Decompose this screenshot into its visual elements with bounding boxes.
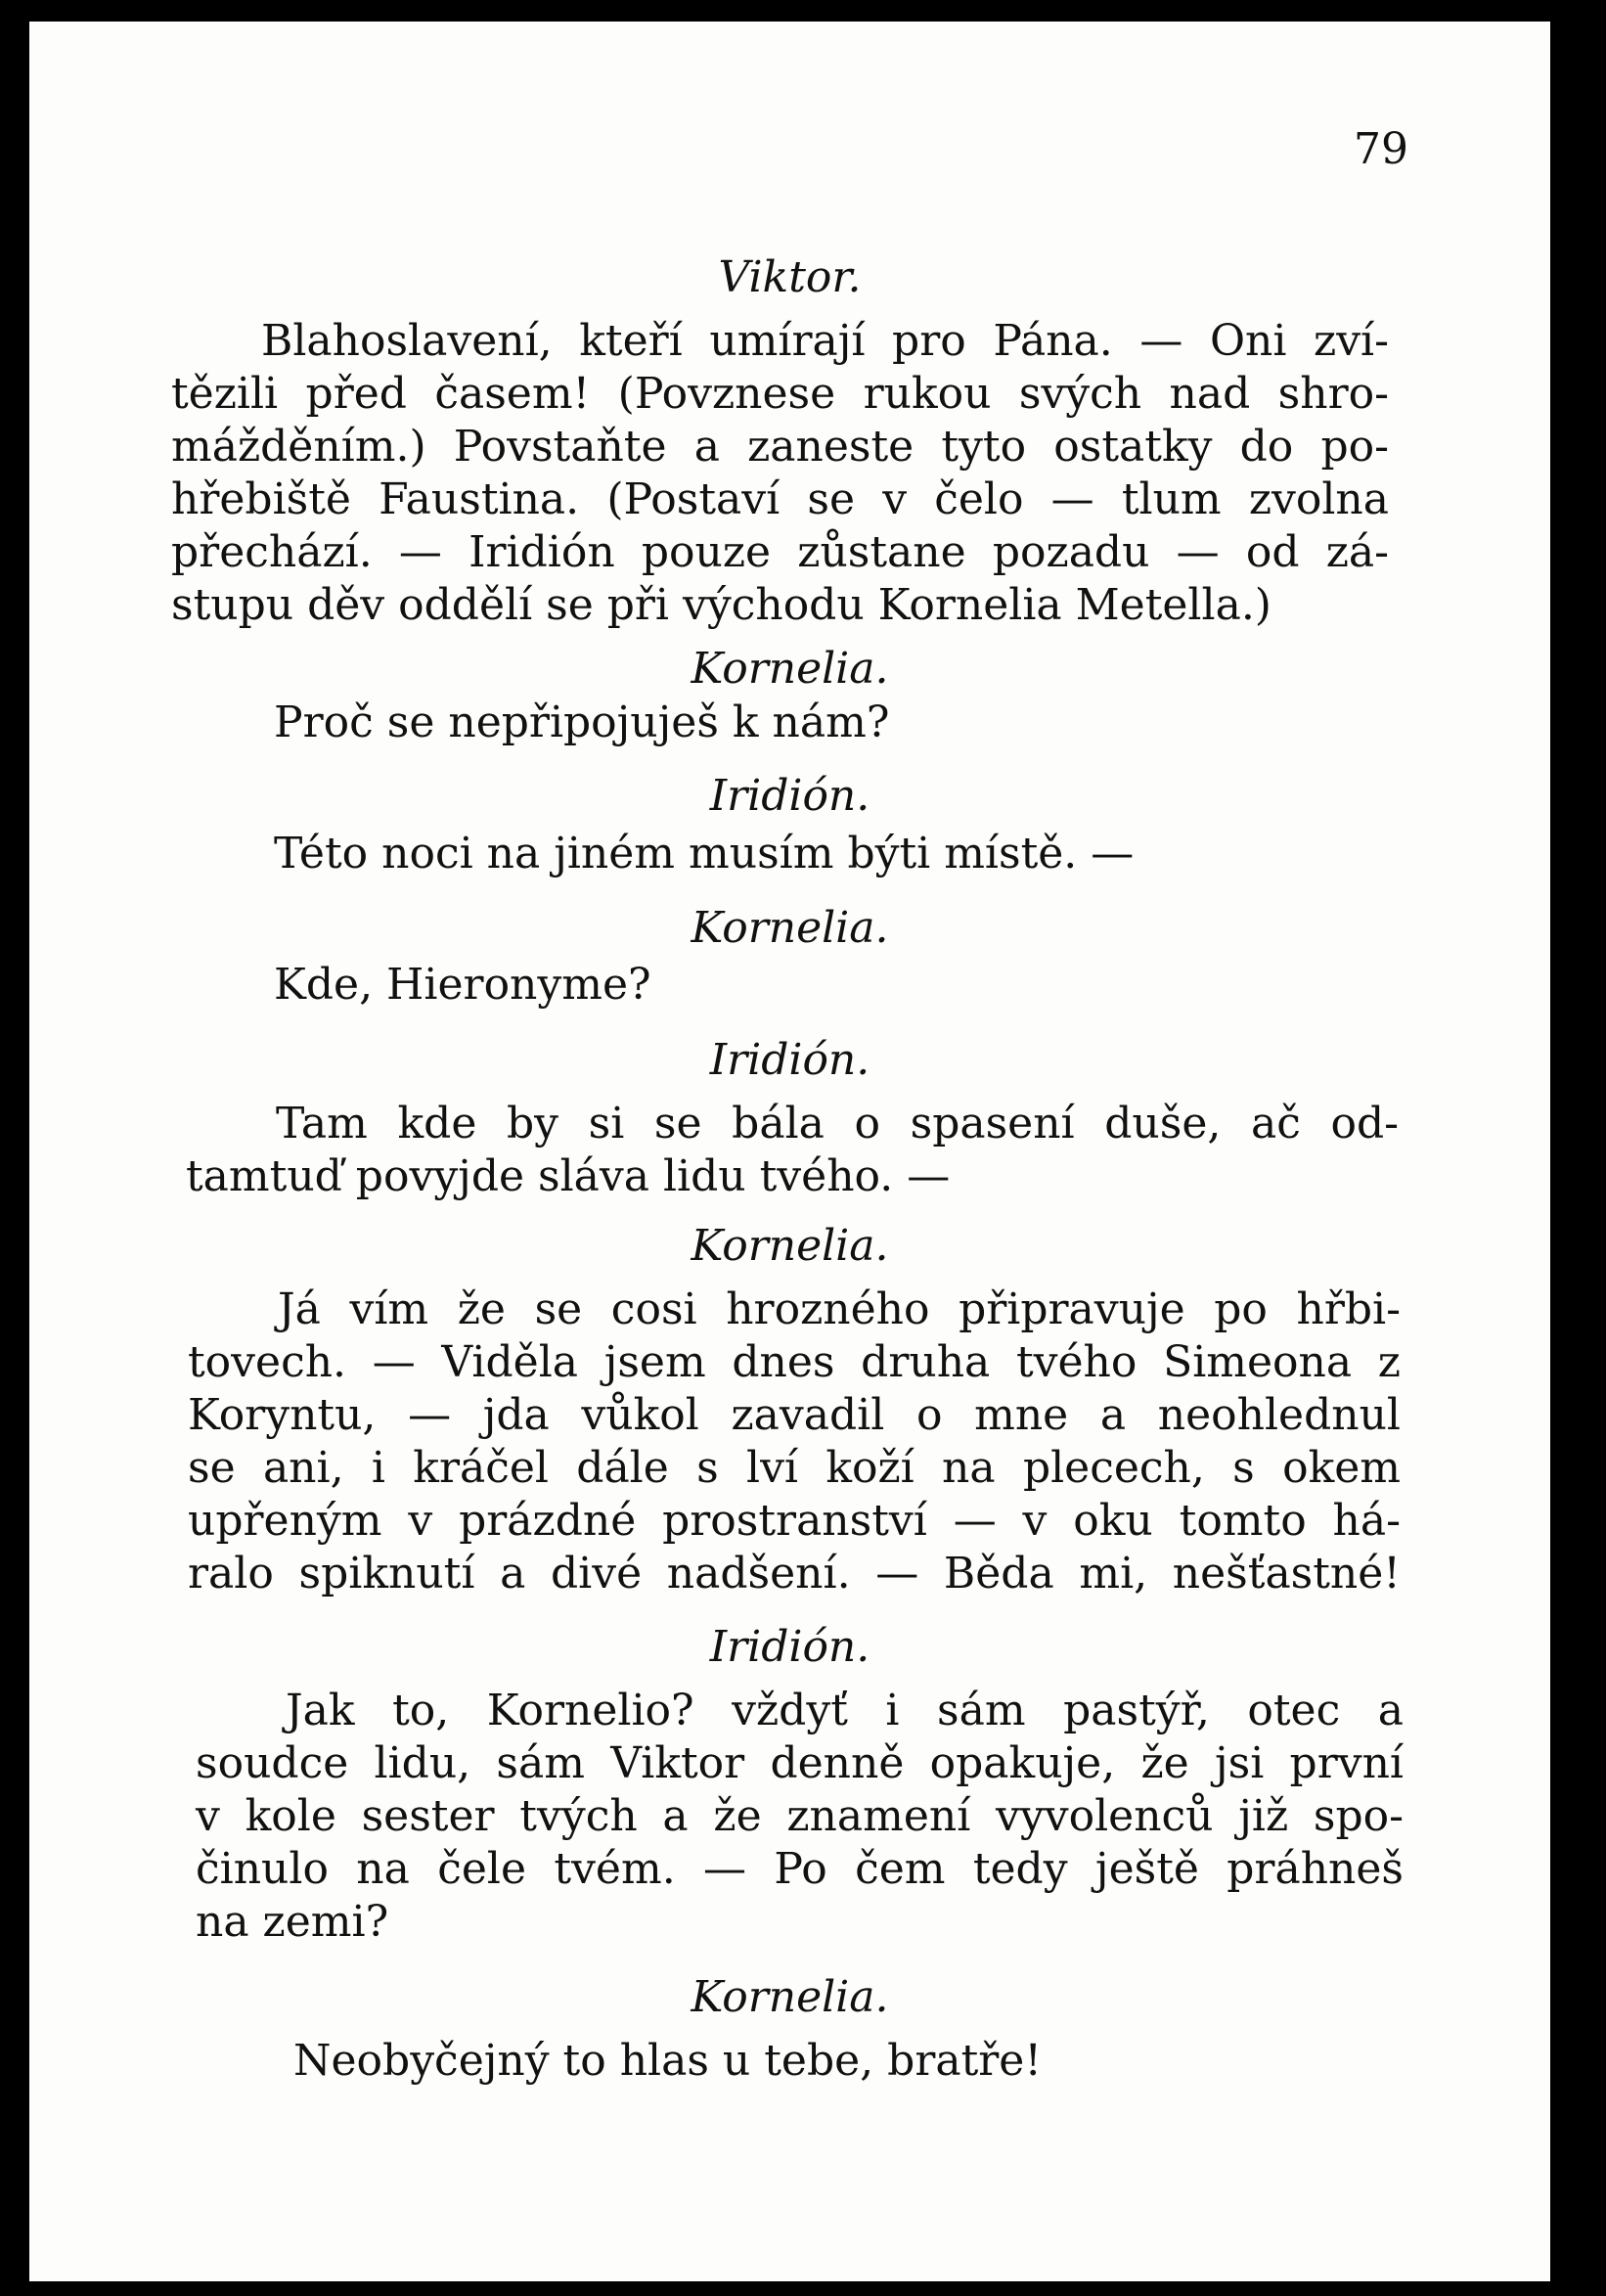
page-number: 79 (1354, 124, 1408, 174)
paragraph (188, 1283, 1401, 1600)
text-line: Neobyčejný to hlas u tebe, bratře! (293, 2036, 1043, 2086)
text-line: tamtuď povyjde sláva lidu tvého. — (186, 1151, 951, 1201)
text-line: Jak to, Kornelio? vždyť i sám pastýř, otec a (286, 1686, 1404, 1735)
speaker-heading: Iridión. (709, 1035, 870, 1085)
book-page (29, 22, 1550, 2281)
text-line: soudce lidu, sám Viktor denně opakuje, že jsi první (196, 1738, 1404, 1788)
paragraph (171, 315, 1389, 632)
speaker-heading: Kornelia. (691, 1221, 889, 1271)
text-line: Tam kde by si se bála o spasení duše, ač od- (276, 1099, 1399, 1148)
text-line: Já vím že se cosi hrozného připravuje po hřbi- (278, 1284, 1401, 1334)
text-line: Kde, Hieronyme? (274, 960, 651, 1010)
text-line: stupu děv oddělí se při východu Kornelia Metella.) (171, 580, 1271, 630)
text-line: hřebiště Faustina. (Postaví se v čelo — tlum zvolna (171, 474, 1389, 524)
text-line: upřeným v prázdné prostranství — v oku tomto há- (188, 1496, 1401, 1546)
paragraph (293, 2035, 1408, 2088)
text-line: mážděním.) Povstaňte a zaneste tyto ostatky do po- (171, 422, 1389, 472)
text-line: se ani, i kráčel dále s lví koží na plecech, s okem (188, 1443, 1401, 1493)
speaker-heading: Kornelia. (691, 1972, 889, 2022)
text-line: ralo spiknutí a divé nadšení. — Běda mi, nešťastné! (188, 1549, 1401, 1598)
text-line: činulo na čele tvém. — Po čem tedy ještě práhneš (196, 1844, 1404, 1894)
text-line: na zemi? (196, 1897, 389, 1947)
speaker-heading: Kornelia. (691, 644, 889, 694)
text-line: Této noci na jiném musím býti místě. — (274, 829, 1135, 878)
text-line: tězili před časem! (Povznese rukou svých nad shro- (171, 369, 1389, 419)
paragraph (274, 697, 1399, 749)
text-line: v kole sester tvých a že znamení vyvolenců již spo- (196, 1791, 1404, 1841)
speaker-heading: Iridión. (709, 1622, 870, 1672)
paragraph (274, 959, 1399, 1012)
paragraph (186, 1098, 1399, 1203)
text-line: přechází. — Iridión pouze zůstane pozadu — od zá- (171, 527, 1389, 577)
text-line: Koryntu, — jda vůkol zavadil o mne a neohlednul (188, 1390, 1401, 1440)
speaker-heading: Viktor. (718, 252, 862, 302)
paragraph (274, 828, 1399, 880)
text-line: Proč se nepřipojuješ k nám? (274, 698, 890, 747)
speaker-heading: Iridión. (709, 771, 870, 821)
text-line: Blahoslavení, kteří umírají pro Pána. — Oni zví- (261, 316, 1389, 366)
paragraph (196, 1685, 1404, 1949)
text-line: tovech. — Viděla jsem dnes druha tvého Simeona z (188, 1337, 1401, 1387)
speaker-heading: Kornelia. (691, 903, 889, 953)
